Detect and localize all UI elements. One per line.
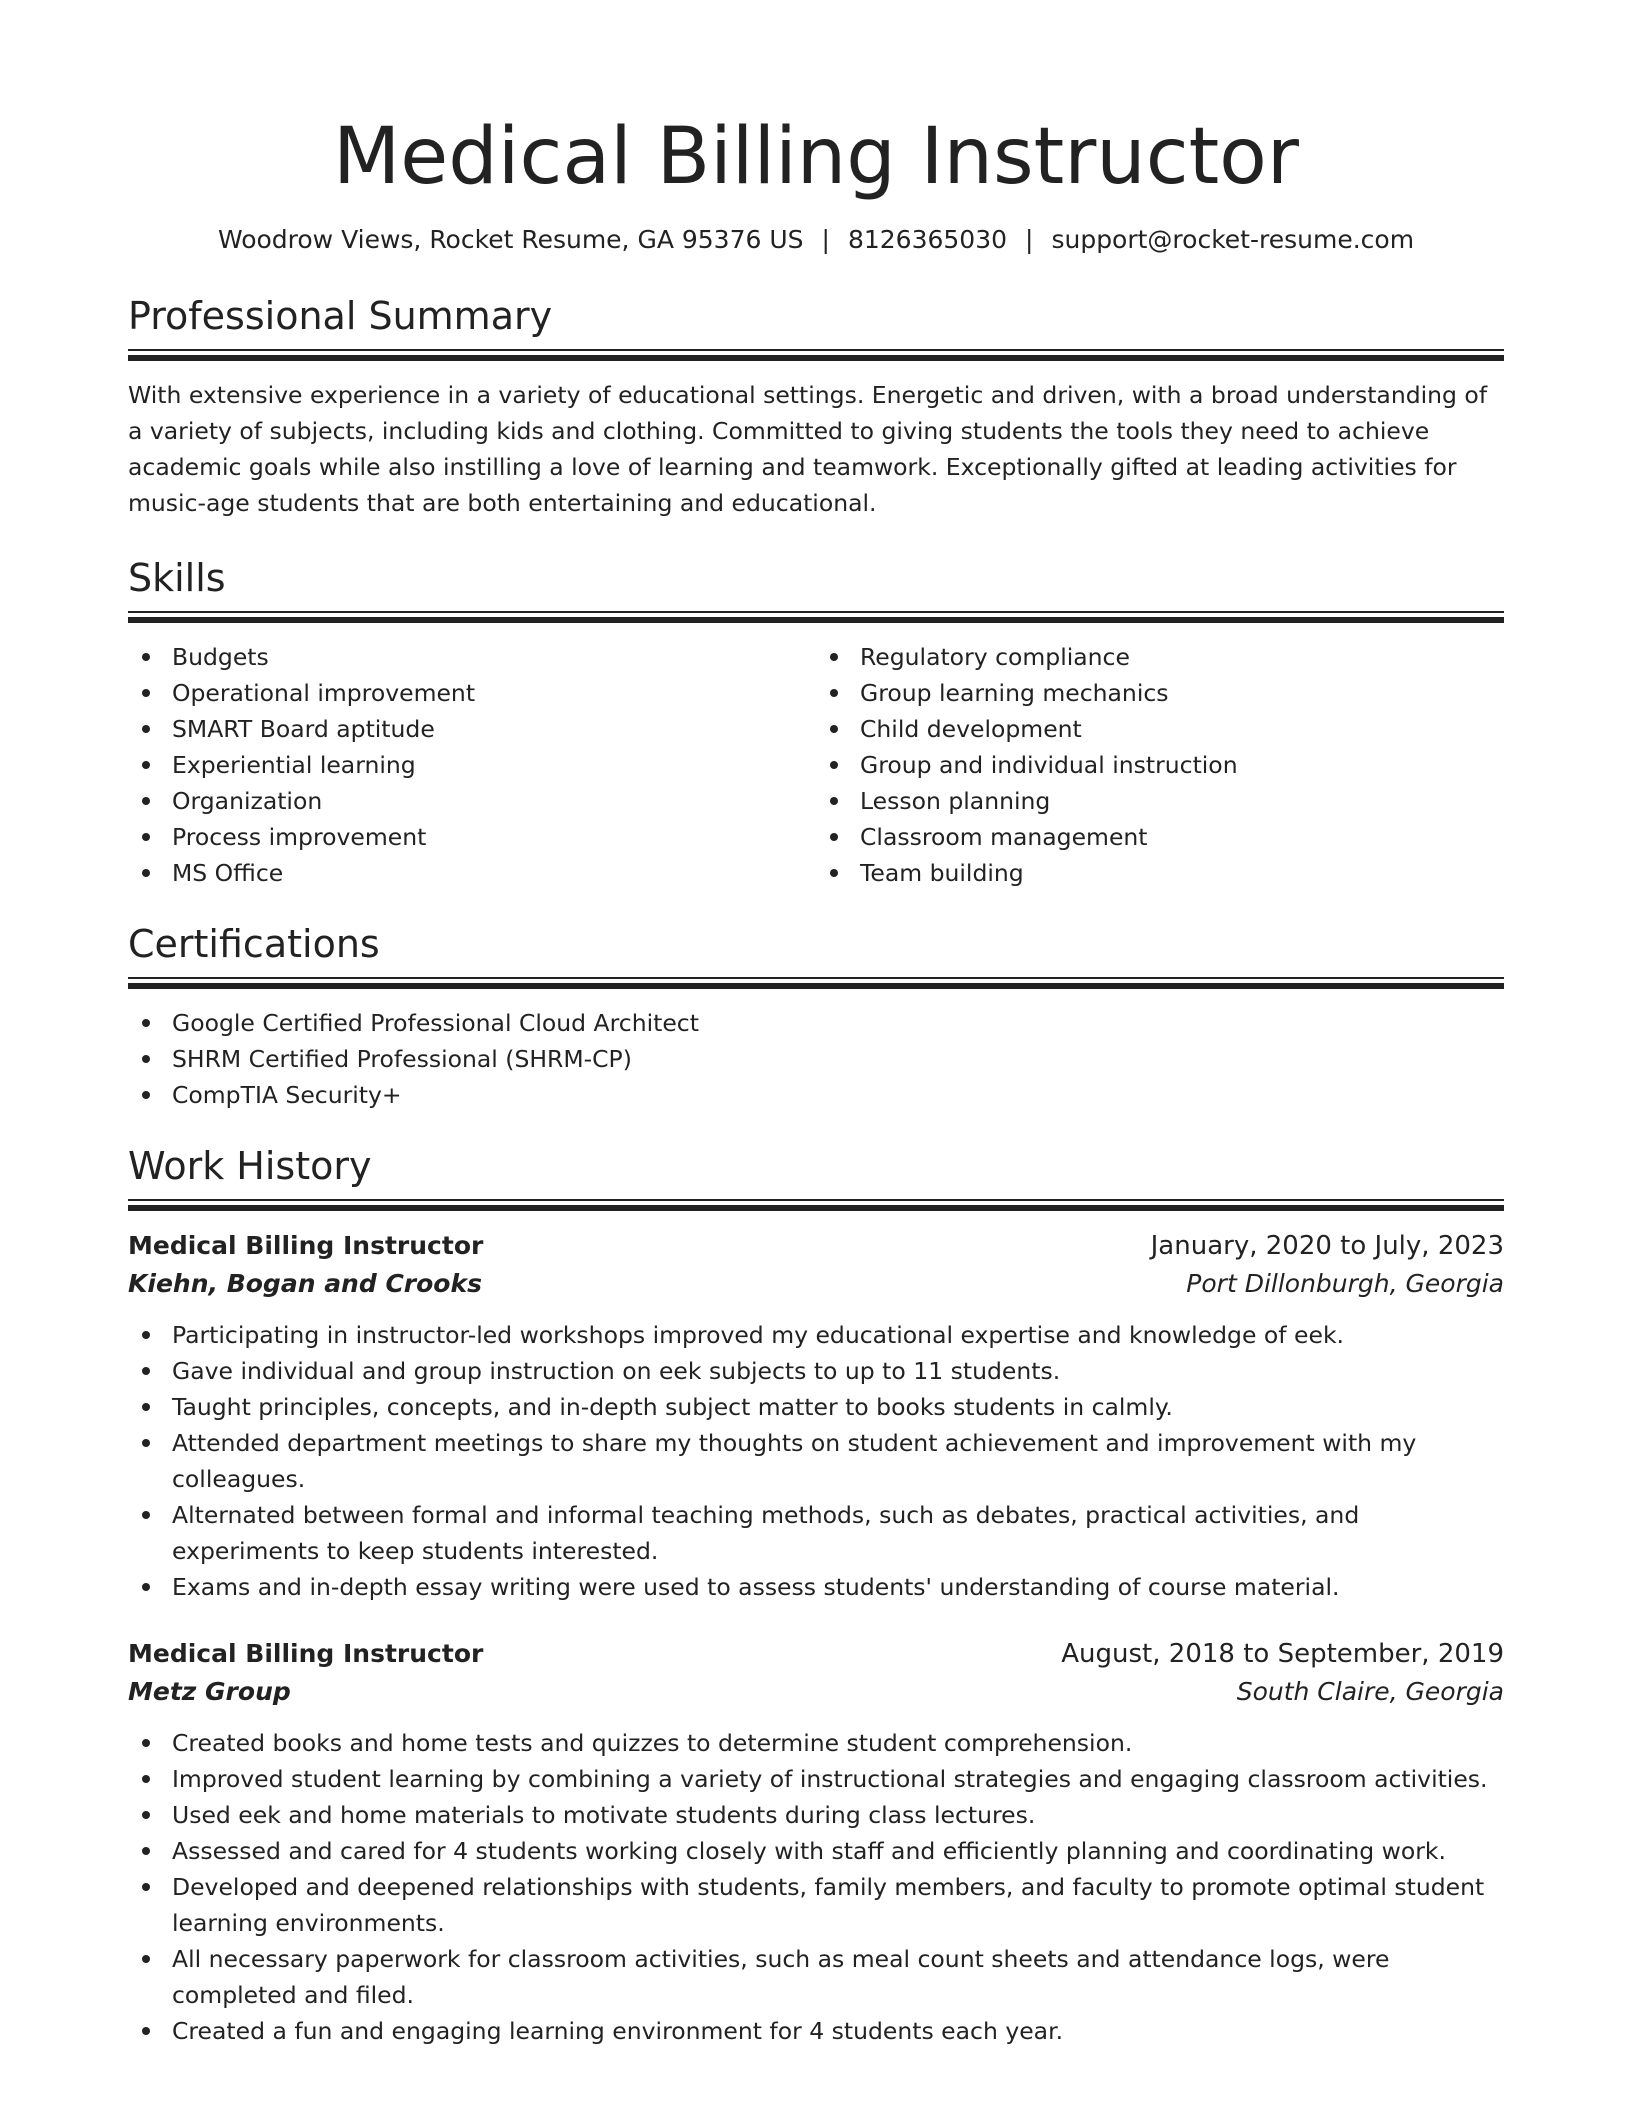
job-company: Metz Group [128,1677,291,1706]
bullet-icon [142,1883,150,1891]
bullet-icon [142,1811,150,1819]
bullet-icon [830,869,838,877]
bullet-icon [142,1775,150,1783]
job-bullet: Exams and in-depth essay writing were used to assess students' understanding of course material. [128,1569,1504,1605]
job-bullet: Used eek and home materials to motivate students during class lectures. [128,1797,1504,1833]
bullet-icon [142,1739,150,1747]
work-history-section [128,1144,1504,2049]
bullet-icon [142,1091,150,1099]
certifications-list [128,1005,1504,1113]
skills-left-list [128,639,816,891]
job-bullets [128,1317,1504,1605]
skill-item: Group learning mechanics [816,675,1504,711]
bullet-icon [830,833,838,841]
job-dates: January, 2020 to July, 2023 [1150,1231,1504,1261]
bullet-icon [142,797,150,805]
bullet-icon [142,653,150,661]
contact-separator: | [821,225,830,254]
bullet-icon [830,797,838,805]
job-bullet: Participating in instructor-led workshops improved my educational expertise and knowledge of eek. [128,1317,1504,1353]
bullet-icon [142,1403,150,1411]
section-divider [128,349,1504,361]
certifications-section [128,922,1504,1113]
skill-item: Group and individual instruction [816,747,1504,783]
bullet-icon [142,689,150,697]
certification-item: Google Certified Professional Cloud Architect [128,1005,1504,1041]
job-header [128,1635,1504,1673]
skills-right-list [816,639,1504,891]
bullet-icon [142,869,150,877]
section-title-certifications: Certifications [128,922,380,966]
job-bullet: Created a fun and engaging learning environment for 4 students each year. [128,2013,1504,2049]
certification-item: CompTIA Security+ [128,1077,1504,1113]
bullet-icon [830,761,838,769]
bullet-icon [830,689,838,697]
job-entry [128,1227,1504,1605]
job-entry [128,1635,1504,2049]
section-title-skills: Skills [128,556,226,600]
bullet-icon [142,1955,150,1963]
skill-item: Organization [128,783,816,819]
job-dates: August, 2018 to September, 2019 [1061,1639,1504,1669]
skill-item: Lesson planning [816,783,1504,819]
summary-section [128,294,1504,521]
skill-item: Regulatory compliance [816,639,1504,675]
job-location: Port Dillonburgh, Georgia [1186,1269,1504,1298]
skill-item: MS Office [128,855,816,891]
section-divider [128,977,1504,989]
resume-name: Medical Billing Instructor [333,112,1299,202]
job-location: South Claire, Georgia [1236,1677,1504,1706]
job-bullet: Taught principles, concepts, and in-depth subject matter to books students in calmly. [128,1389,1504,1425]
section-title-work-history: Work History [128,1144,372,1188]
job-bullet: Developed and deepened relationships with students, family members, and faculty to promote optimal student learning environments. [128,1869,1504,1941]
job-bullets [128,1725,1504,2049]
contact-separator: | [1025,225,1034,254]
bullet-icon [142,1367,150,1375]
bullet-icon [142,725,150,733]
skill-item: Experiential learning [128,747,816,783]
skill-item: SMART Board aptitude [128,711,816,747]
job-bullet: Gave individual and group instruction on eek subjects to up to 11 students. [128,1353,1504,1389]
bullet-icon [142,1331,150,1339]
bullet-icon [142,1583,150,1591]
section-title-summary: Professional Summary [128,294,553,338]
bullet-icon [142,1847,150,1855]
skills-grid [128,639,1504,891]
bullet-icon [142,2027,150,2035]
contact-email: support@rocket-resume.com [1051,225,1415,254]
job-header [128,1227,1504,1265]
skill-item: Process improvement [128,819,816,855]
job-subheader [128,1673,1504,1711]
bullet-icon [142,833,150,841]
bullet-icon [142,1055,150,1063]
job-bullet: All necessary paperwork for classroom activities, such as meal count sheets and attendance logs, were completed and filed. [128,1941,1504,2013]
contact-line [128,225,1504,255]
job-bullet: Created books and home tests and quizzes to determine student comprehension. [128,1725,1504,1761]
contact-phone: 8126365030 [847,225,1008,254]
skill-item: Team building [816,855,1504,891]
bullet-icon [142,1019,150,1027]
skill-item: Operational improvement [128,675,816,711]
job-subheader [128,1265,1504,1303]
bullet-icon [142,1511,150,1519]
bullet-icon [142,761,150,769]
job-title: Medical Billing Instructor [128,1231,484,1260]
skill-item: Budgets [128,639,816,675]
certification-item: SHRM Certified Professional (SHRM-CP) [128,1041,1504,1077]
contact-address: Woodrow Views, Rocket Resume, GA 95376 US [217,225,804,254]
section-divider [128,611,1504,623]
section-divider [128,1199,1504,1211]
job-bullet: Improved student learning by combining a variety of instructional strategies and engaging classroom activities. [128,1761,1504,1797]
bullet-icon [142,1439,150,1447]
job-bullet: Alternated between formal and informal teaching methods, such as debates, practical activities, and experiments to keep students interested. [128,1497,1504,1569]
job-bullet: Attended department meetings to share my thoughts on student achievement and improvement with my colleagues. [128,1425,1504,1497]
skills-section [128,556,1504,891]
job-company: Kiehn, Bogan and Crooks [128,1269,482,1298]
bullet-icon [830,653,838,661]
skill-item: Child development [816,711,1504,747]
job-bullet: Assessed and cared for 4 students working closely with staff and efficiently planning and coordinating work. [128,1833,1504,1869]
summary-text: With extensive experience in a variety of educational settings. Energetic and driven, with a broad understanding of a variety of subjects, including kids and clothing. Committed to giving students the tools they need to achieve academic goals while also instilling a love of learning and teamwork. Exceptionally gifted at leading activities for music-age students that are both entertaining and educational. [128,381,1488,517]
bullet-icon [830,725,838,733]
job-title: Medical Billing Instructor [128,1639,484,1668]
skill-item: Classroom management [816,819,1504,855]
